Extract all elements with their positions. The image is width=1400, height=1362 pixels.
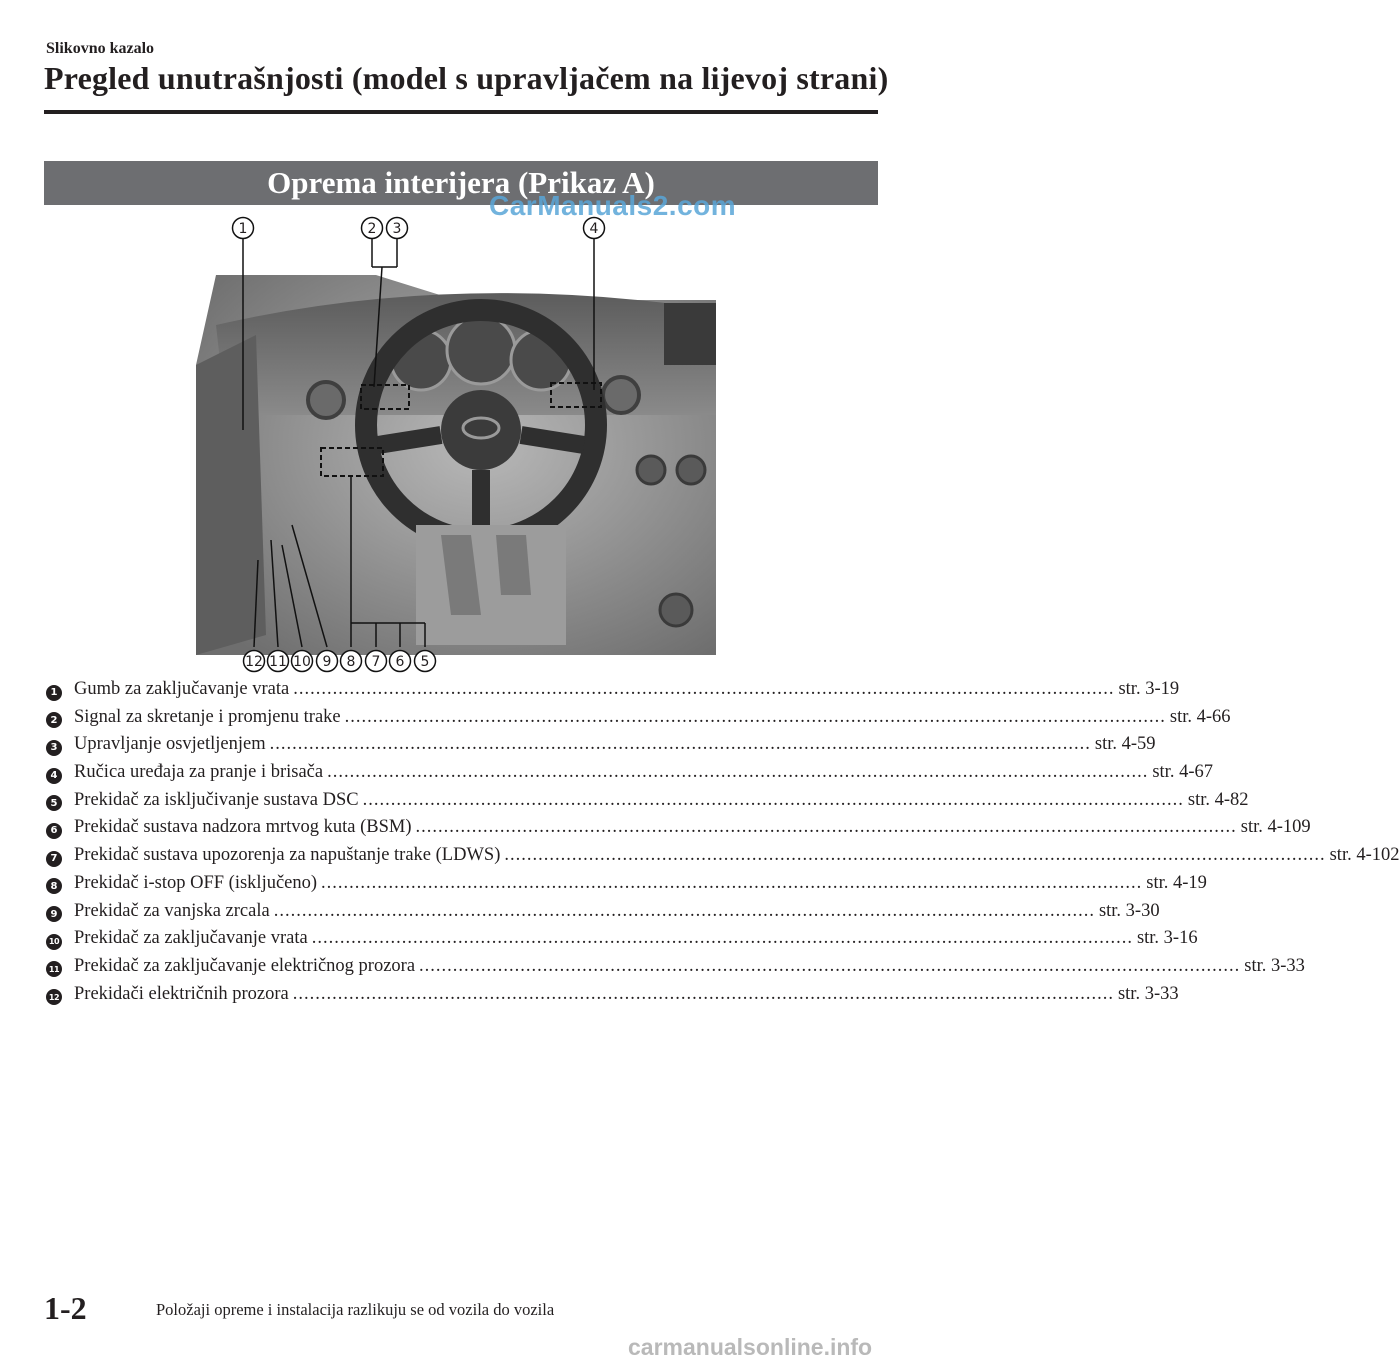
footer-note: Položaji opreme i instalacija razlikuju se od vozila do vozila	[156, 1300, 555, 1319]
item-label: Prekidač sustava nadzora mrtvog kuta (BSM)	[74, 817, 412, 838]
watermark-top: CarManuals2.com	[489, 190, 737, 221]
list-item	[46, 734, 1156, 762]
item-label: Gumb za zaključavanje vrata	[74, 679, 290, 699]
item-label: Prekidač za vanjska zrcala	[74, 900, 270, 921]
callout-1	[233, 218, 254, 239]
item-number-badge: 5	[46, 795, 62, 811]
title-rule	[44, 110, 878, 114]
item-label: Upravljanje osvjetljenjem	[74, 734, 266, 755]
svg-text:12: 12	[245, 654, 263, 670]
dot-leader: ..................................................................................................................................................	[419, 955, 1241, 976]
interior-figure	[196, 215, 726, 675]
list-item	[46, 845, 1400, 873]
svg-text:11: 11	[269, 654, 287, 670]
item-number-badge: 2	[46, 712, 62, 728]
item-number-badge: 1	[46, 685, 62, 701]
item-label: Prekidač sustava upozorenja za napuštanje trake (LDWS)	[74, 845, 501, 866]
page-title: Pregled unutrašnjosti (model s upravljačem na lijevoj strani)	[44, 60, 889, 96]
page-reference[interactable]: str. 3-19	[1118, 679, 1180, 699]
svg-text:4: 4	[589, 221, 599, 237]
vent-left	[308, 382, 344, 418]
interior-illustration	[196, 215, 726, 675]
page-reference[interactable]: str. 4-59	[1094, 734, 1156, 755]
item-number-badge: 3	[46, 740, 62, 756]
item-number-badge: 8	[46, 878, 62, 894]
section-banner: Oprema interijera (Prikaz A)	[44, 161, 878, 205]
svg-text:9: 9	[322, 654, 332, 670]
vent-right	[603, 377, 639, 413]
item-number-badge: 4	[46, 768, 62, 784]
list-item	[46, 679, 1180, 707]
dot-leader: ..................................................................................................................................................	[344, 706, 1166, 727]
svg-text:3: 3	[392, 221, 402, 237]
gauge-center	[447, 316, 515, 384]
dot-leader: ..................................................................................................................................................	[292, 983, 1114, 1004]
callout-10	[292, 651, 313, 672]
svg-text:5: 5	[420, 654, 430, 670]
dot-leader: ..................................................................................................................................................	[311, 928, 1133, 949]
page-reference[interactable]: str. 3-33	[1117, 983, 1179, 1004]
item-number-badge: 11	[46, 961, 62, 977]
list-item	[46, 900, 1160, 929]
list-item	[46, 789, 1249, 818]
dot-leader: ..................................................................................................................................................	[321, 872, 1143, 893]
svg-text:8: 8	[346, 654, 356, 670]
page-reference[interactable]: str. 4-19	[1146, 872, 1207, 893]
list-item	[46, 955, 1305, 984]
page-reference[interactable]: str. 3-33	[1244, 955, 1305, 976]
dot-leader: ..................................................................................................................................................	[293, 679, 1115, 699]
dot-leader: ..................................................................................................................................................	[273, 900, 1095, 921]
dot-leader: ..................................................................................................................................................	[504, 845, 1326, 866]
page-reference[interactable]: str. 3-30	[1098, 900, 1160, 921]
section-label: Slikovno kazalo	[46, 40, 155, 57]
dot-leader: ..................................................................................................................................................	[415, 817, 1237, 838]
svg-text:7: 7	[371, 654, 381, 670]
item-list	[46, 679, 1400, 1011]
item-label: Prekidač za zaključavanje električnog prozora	[74, 955, 416, 976]
item-label: Prekidač za isključivanje sustava DSC	[74, 789, 359, 810]
dot-leader: ..................................................................................................................................................	[327, 762, 1149, 783]
page-number: 1-2	[44, 1290, 87, 1326]
watermark-bottom: carmanualsonline.info	[628, 1334, 873, 1360]
list-item	[46, 706, 1231, 735]
item-number-badge: 6	[46, 823, 62, 839]
item-label: Prekidač i-stop OFF (isključeno)	[74, 872, 318, 893]
page-reference[interactable]: str. 4-109	[1240, 817, 1311, 838]
callout-7	[366, 651, 387, 672]
item-label: Signal za skretanje i promjenu trake	[74, 706, 341, 727]
svg-text:1: 1	[238, 221, 248, 237]
list-item	[46, 817, 1311, 845]
callout-3	[387, 218, 408, 239]
page-reference[interactable]: str. 4-66	[1169, 706, 1231, 727]
page-reference[interactable]: str. 4-67	[1152, 762, 1213, 783]
callout-12	[244, 651, 265, 672]
callout-6	[390, 651, 411, 672]
page-reference[interactable]: str. 3-16	[1136, 928, 1198, 949]
page-reference[interactable]: str. 4-82	[1187, 789, 1249, 810]
callout-9	[317, 651, 338, 672]
page-reference[interactable]: str. 4-102	[1329, 845, 1400, 866]
svg-text:2: 2	[367, 221, 377, 237]
list-item	[46, 928, 1198, 956]
svg-text:10: 10	[293, 654, 311, 670]
callout-2	[362, 218, 383, 239]
pedal-area	[416, 525, 566, 645]
list-item	[46, 872, 1207, 901]
center-display	[664, 303, 716, 365]
callout-8	[341, 651, 362, 672]
item-number-badge: 7	[46, 851, 62, 867]
dot-leader: ..................................................................................................................................................	[269, 734, 1091, 755]
item-number-badge: 9	[46, 906, 62, 922]
item-number-badge: 12	[46, 989, 62, 1005]
list-item	[46, 983, 1179, 1012]
callout-5	[415, 651, 436, 672]
item-label: Prekidač za zaključavanje vrata	[74, 928, 308, 949]
item-number-badge: 10	[46, 934, 62, 950]
item-label: Ručica uređaja za pranje i brisača	[74, 762, 324, 783]
list-item	[46, 762, 1213, 790]
callout-11	[268, 651, 289, 672]
svg-text:6: 6	[395, 654, 405, 670]
dot-leader: ..................................................................................................................................................	[362, 789, 1184, 810]
item-label: Prekidači električnih prozora	[74, 983, 289, 1004]
